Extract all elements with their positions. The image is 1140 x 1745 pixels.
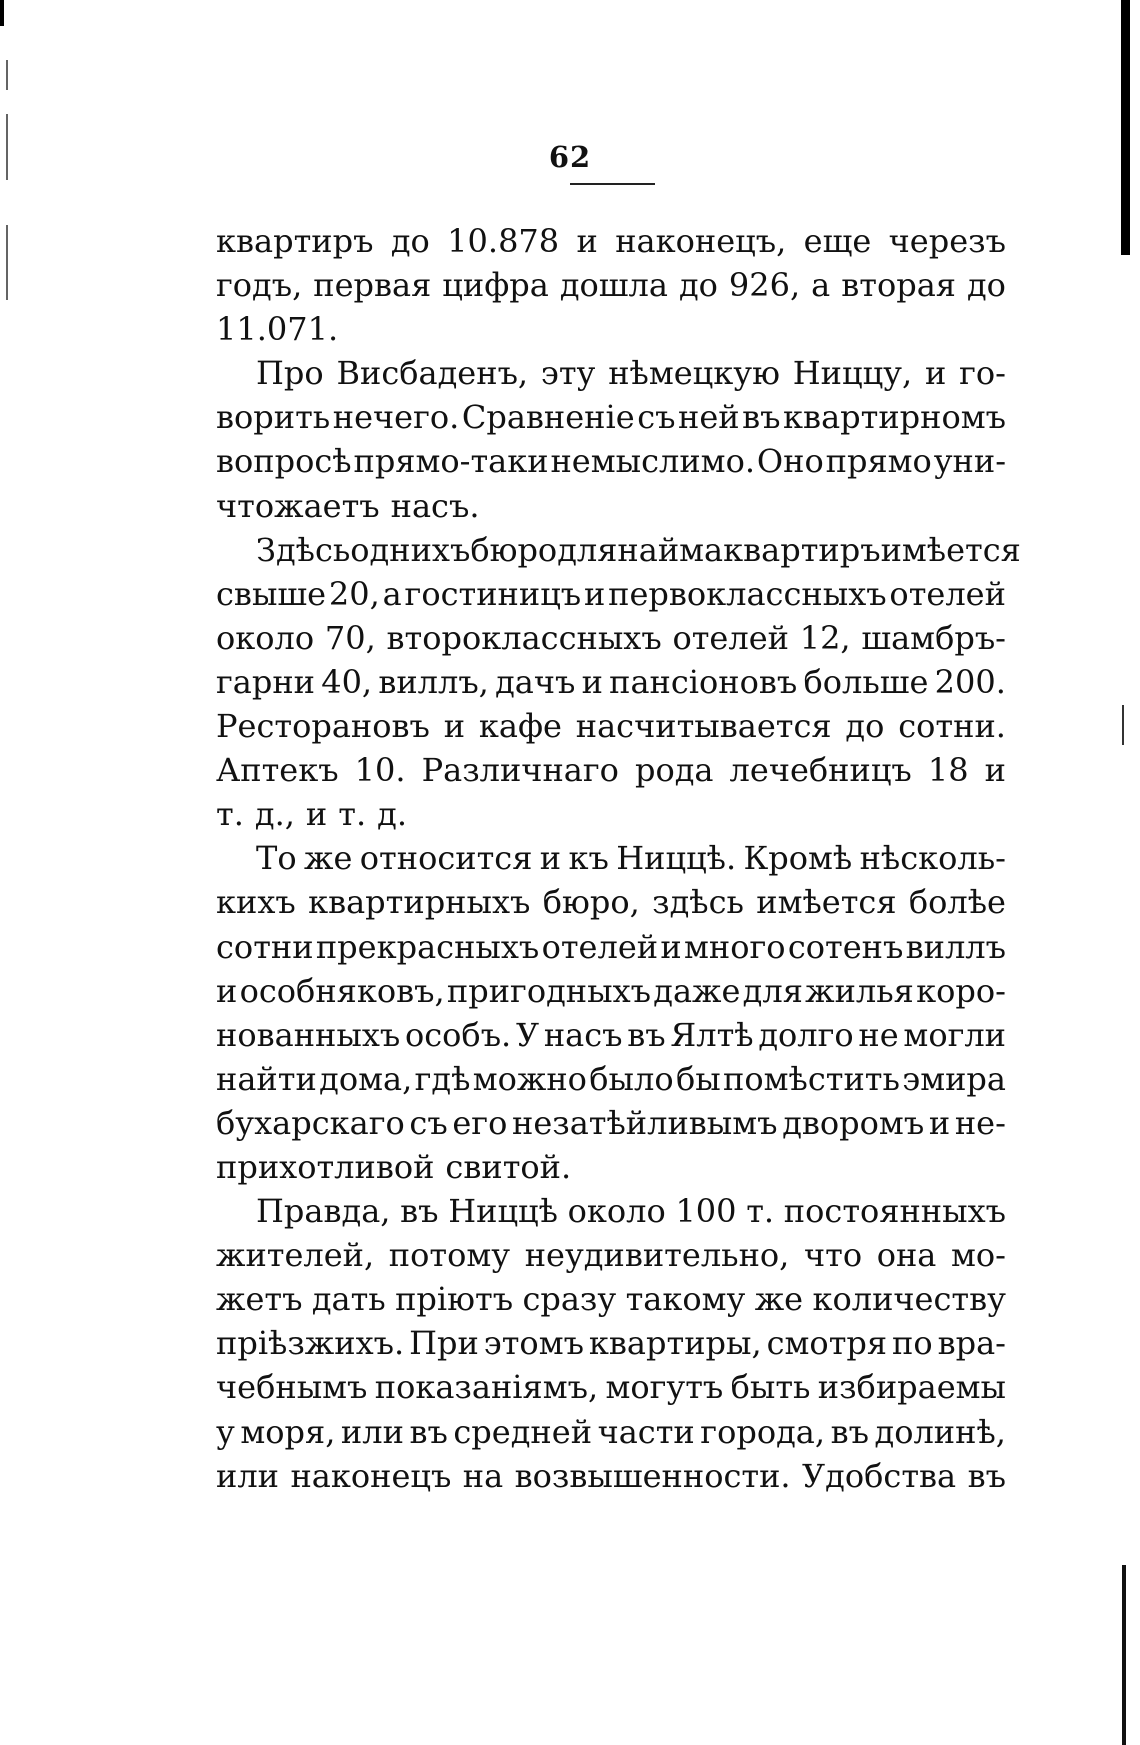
word: въ [967,1456,1006,1495]
word: части [597,1412,695,1451]
word: и [443,707,466,746]
word: первоклассныхъ [608,574,887,613]
word: средней [453,1412,593,1451]
word: лечебницъ [729,751,912,790]
word: найма [617,530,724,569]
body-text [216,219,1021,1498]
word: у [216,1412,235,1451]
word: что [803,1236,863,1275]
word: незатѣйливымъ [512,1103,778,1142]
word: 11.071. [216,310,339,349]
word: около [567,1192,666,1231]
scan-edge-mark [1121,0,1130,255]
word: пансіоновъ [609,662,798,701]
text-line [216,748,1006,792]
text-line [216,880,1006,924]
word: Ниццѣ [448,1192,558,1231]
text-line [216,792,1006,836]
word: и [581,662,603,701]
word: а [811,266,831,305]
text-line [216,395,1006,439]
word: чебнымъ [216,1368,368,1407]
text-line [216,484,1006,528]
word: 10. [354,751,406,790]
word: въ [830,1412,869,1451]
word: по [892,1324,933,1363]
word: гостиницъ [404,574,582,613]
word: и [924,354,947,393]
word: потому [388,1236,511,1275]
word: Про [256,354,324,393]
page-number: 62 [548,140,592,174]
text-line [216,1277,1006,1321]
word: здѣсь [652,883,744,922]
word: и [984,751,1006,790]
word: долинѣ, [874,1412,1006,1451]
word: рода [634,751,714,790]
word: и [583,574,606,613]
word: отелей [541,927,659,966]
word: 20, [328,574,380,613]
word: жетъ [216,1280,303,1319]
word: свыше [216,574,327,613]
text-line [216,1410,1006,1454]
word: особняковъ, [239,971,445,1010]
text-line [216,572,1006,616]
text-line [216,616,1006,660]
word: и [576,222,598,260]
word: долго [758,1015,854,1054]
word: съ [637,398,676,437]
scan-edge-mark [0,0,4,26]
word: квартиръ [216,222,374,260]
word: 10.878 [447,222,560,260]
page-number-rule [570,183,655,185]
word: У [515,1015,540,1054]
word: эмира [902,1059,1006,1098]
text-line [216,1101,1006,1145]
word: такому [625,1280,746,1319]
word: бухарскаго [216,1103,405,1142]
word: квартиръ [723,530,881,569]
word: избираемы [817,1368,1006,1407]
word: 40, [321,662,373,701]
word: моря, [240,1412,336,1451]
scan-edge-mark [1122,705,1124,745]
word: бюро, [542,883,640,922]
word: для [557,530,618,569]
word: особъ. [404,1015,512,1054]
word: ворить [216,398,331,437]
word: кихъ [216,883,296,922]
word: для [742,971,803,1010]
word: годъ, [216,266,303,305]
word: смотря [766,1324,888,1363]
word: 12, [799,618,851,657]
word: дворомъ [782,1103,925,1142]
word: сотни. [898,707,1006,746]
word: однихъ [350,530,471,569]
word: наконецъ [290,1456,452,1495]
word: или [216,1456,279,1495]
word: и [928,1103,951,1142]
word: первая [313,266,432,305]
word: пригодныхъ [446,971,651,1010]
text-line [216,836,1006,880]
word: въ [400,1192,439,1231]
word: квартирныхъ [308,883,531,922]
text-line [216,1454,1006,1498]
word: 200. [934,662,1006,701]
word: его [452,1103,508,1142]
word: неудивительно, [524,1236,790,1275]
word: коро- [916,971,1006,1010]
word: до [390,222,430,260]
word: Висбаденъ, [336,354,529,393]
text-line [216,528,1021,572]
word: 100 [675,1192,737,1231]
word: было [589,1059,674,1098]
word: шамбръ- [861,618,1006,657]
word: виллъ, [378,662,489,701]
word: черезъ [888,222,1006,260]
word: То [256,839,297,878]
word: до [966,266,1006,305]
word: относится [359,839,533,878]
word: второклассныхъ [386,618,662,657]
word: т. [338,795,367,834]
word: Ялтѣ [670,1015,754,1054]
text-line [216,439,1006,483]
word: Сравненіе [461,398,635,437]
word: даже [653,971,741,1010]
word: она [876,1236,937,1275]
word: же [754,1280,804,1319]
word: дошла [559,266,668,305]
word: много [684,927,786,966]
text-line [216,1189,1006,1233]
word: показаніямъ, [374,1368,599,1407]
word: найти [216,1059,317,1098]
word: имѣется [756,883,897,922]
word: наконецъ, [615,222,787,260]
word: вторая [841,266,956,305]
word: Удобства [802,1456,957,1495]
word: до [678,266,718,305]
word: этомъ [483,1324,584,1363]
word: виллъ [905,927,1006,966]
word: можно [472,1059,587,1098]
word: вопросѣ [216,442,352,481]
word: насъ [543,1015,623,1054]
word: или [340,1412,404,1451]
word: быть [730,1368,811,1407]
word: дать [311,1280,386,1319]
word: Здѣсь [256,530,351,569]
word: кафе [478,707,562,746]
word: чтожаетъ [216,486,380,525]
word: гдѣ [414,1059,471,1098]
word: бы [675,1059,721,1098]
word: свитой. [445,1147,572,1186]
word: и [539,839,562,878]
word: сотенъ [787,927,904,966]
word: еще [803,222,872,260]
word: жилья [805,971,914,1010]
word: болѣе [908,883,1006,922]
text-line [216,351,1006,395]
word: Аптекъ [216,751,339,790]
word: отелей [672,618,789,657]
word: могли [903,1015,1006,1054]
word: жителей, [216,1236,375,1275]
word: бюро [470,530,558,569]
text-line [216,219,1006,263]
scan-edge-mark [6,60,8,360]
word: гарни [216,662,315,701]
word: количеству [812,1280,1006,1319]
word: Кромѣ [743,839,853,878]
word: нѣмецкую [608,354,780,393]
word: могутъ [605,1368,724,1407]
word: не- [954,1103,1006,1142]
text-line [216,925,1006,969]
word: Ниццѣ. [616,839,737,878]
text-line [216,307,1006,351]
word: При [409,1324,479,1363]
word: больше [803,662,929,701]
word: нованныхъ [216,1015,401,1054]
word: Правда, [256,1192,391,1231]
word: не [858,1015,899,1054]
word: т. [746,1192,775,1231]
text-line [216,1013,1006,1057]
word: д. [377,795,407,834]
text-line [216,660,1006,704]
word: города, [700,1412,826,1451]
word: немыслимо. [550,442,755,481]
word: имѣется [880,530,1021,569]
word: пріѣзжихъ. [216,1324,405,1363]
word: нечего. [332,398,460,437]
word: дома, [319,1059,413,1098]
word: а [382,574,402,613]
word: вра- [937,1324,1006,1363]
text-line [216,1057,1006,1101]
word: Ресторановъ [216,707,430,746]
word: дачъ [495,662,576,701]
word: около [216,618,315,657]
word: въ [409,1412,448,1451]
word: прямо-таки [353,442,549,481]
word: т. [216,795,244,834]
word: ней [678,398,740,437]
word: сразу [522,1280,617,1319]
word: до [845,707,885,746]
word: уни- [933,442,1006,481]
word: же [304,839,353,878]
word: Различнаго [421,751,619,790]
word: возвышенности. [514,1456,791,1495]
word: къ [568,839,609,878]
text-line [216,704,1006,748]
word: мо- [951,1236,1006,1275]
word: въ [742,398,781,437]
text-line [216,969,1006,1013]
word: эту [540,354,596,393]
word: прихотливой [216,1147,435,1186]
word: 926, [728,266,801,305]
word: съ [409,1103,448,1142]
text-line [216,1233,1006,1277]
word: Оно [756,442,824,481]
word: прямо [825,442,932,481]
word: насчитывается [575,707,832,746]
word: 70, [324,618,376,657]
word: на [462,1456,504,1495]
word: Ниццу, [792,354,913,393]
word: сотни [216,927,314,966]
word: и [305,795,328,834]
word: пріютъ [395,1280,514,1319]
word: квартиры, [588,1324,762,1363]
word: нѣсколь- [859,839,1006,878]
word: въ [627,1015,666,1054]
word: помѣстить [723,1059,900,1098]
word: постоянныхъ [783,1192,1006,1231]
word: 18 [927,751,969,790]
word: д., [254,795,295,834]
word: цифра [442,266,549,305]
word: прекрасныхъ [315,927,540,966]
word: насъ. [390,486,480,525]
text-line [216,1321,1006,1365]
text-line [216,1145,1006,1189]
text-line [216,263,1006,307]
word: го- [959,354,1006,393]
word: отелей [889,574,1006,613]
word: квартирномъ [783,398,1006,437]
word: и [660,927,682,966]
scan-edge-mark [1122,1565,1126,1745]
word: и [216,971,238,1010]
text-line [216,1365,1006,1409]
